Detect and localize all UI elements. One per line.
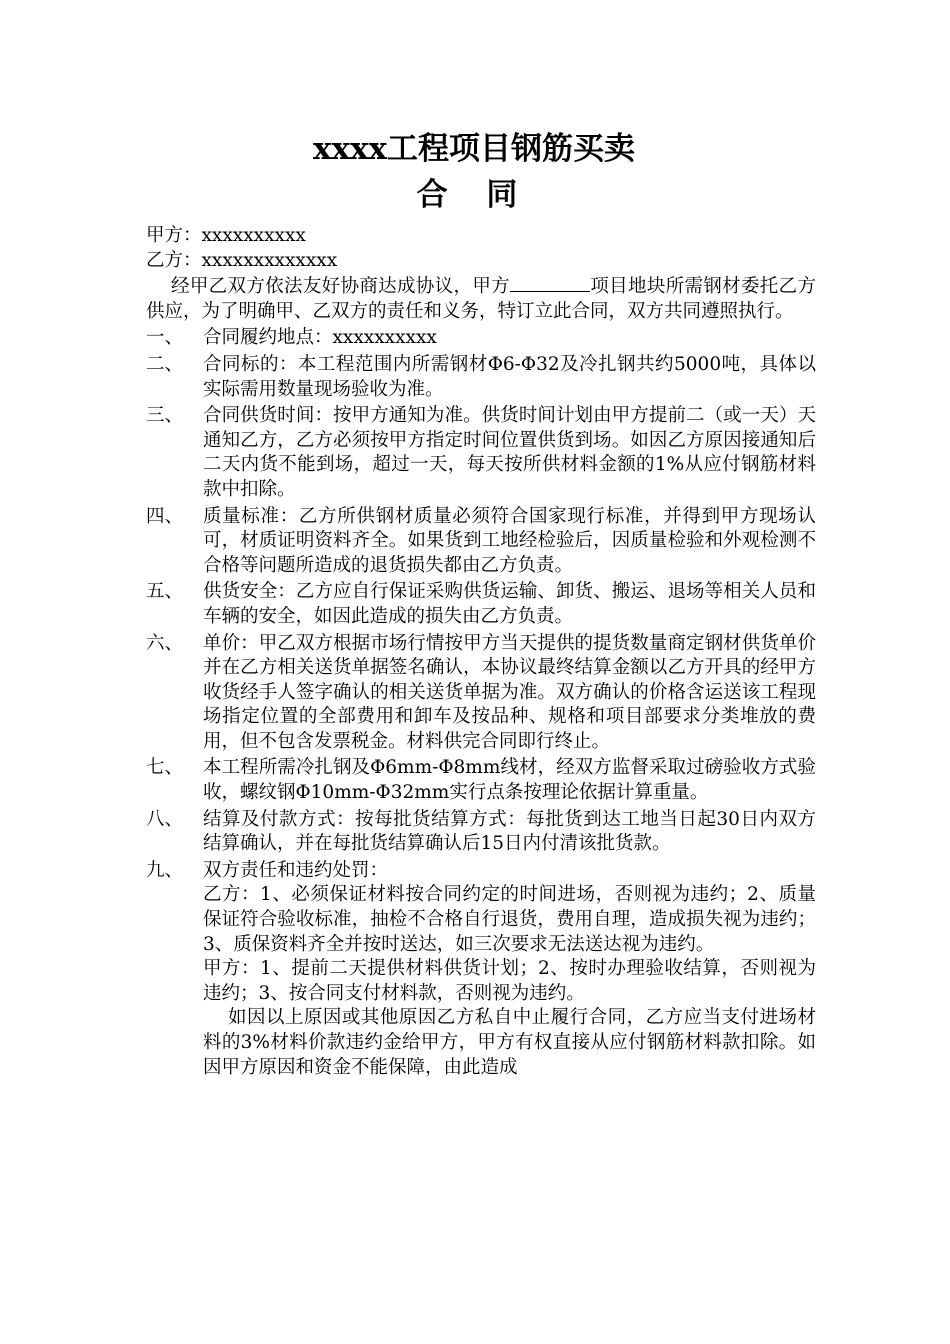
- clause-4: [146, 505, 816, 579]
- clause-1: [146, 326, 816, 351]
- clause-number: 一、: [146, 327, 184, 349]
- page-subtitle: 合 同: [416, 177, 532, 213]
- party-a: 甲方：xxxxxxxxxx: [146, 225, 306, 246]
- clause-text: 结算及付款方式：按每批货结算方式：每批货到达工地当日起30日内双方结算确认，并在每批货结算确认后15日内付清该批货款。: [203, 808, 816, 855]
- clause-text: 合同供货时间：按甲方通知为准。供货时间计划由甲方提前二（或一天）天通知乙方，乙方必须按甲方指定时间位置供货到场。如因乙方原因接通知后二天内货不能到场，超过一天，每天按所供材料金额的1%从应付钢筋材料款中扣除。: [203, 405, 816, 500]
- clause-number: 七、: [146, 757, 184, 779]
- clause-9: [146, 859, 816, 1080]
- clause-text: 本工程所需冷扎钢及Φ6mm-Φ8mm线材，经双方监督采取过磅验收方式验收，螺纹钢Φ10mm-Φ32mm实行点条按理论依据计算重量。: [203, 757, 816, 804]
- clause-9-body: [203, 859, 816, 1080]
- party-b: 乙方：xxxxxxxxxxxxx: [146, 249, 338, 271]
- clause-number: 三、: [146, 405, 184, 427]
- clause-text: 合同履约地点：xxxxxxxxxx: [203, 327, 437, 349]
- contract-body: [146, 128, 816, 1080]
- clause-5: [146, 580, 816, 629]
- intro-before: 经甲乙双方依法友好协商达成协议，甲方: [171, 276, 510, 298]
- clause-text: 合同标的：本工程范围内所需钢材Φ6-Φ32及冷扎钢共约5000吨，具体以实际需用数量现场验收为准。: [203, 353, 816, 400]
- party-a-obligations: 甲方：1、提前二天提供材料供货计划；2、按时办理验收结算，否则视为违约；3、按合同支付材料款，否则视为违约。: [203, 958, 816, 1004]
- clause-number: 五、: [146, 581, 184, 603]
- intro-after: 项目地块所需钢材委托乙方供应，为了明确甲、乙双方的责任和义务，特订立此合同，双方共同遵照执行。: [146, 276, 816, 322]
- party-b-obligations: 乙方：1、必须保证材料按合同约定的时间进场，否则视为违约；2、质量保证符合验收标准，抽检不合格自行退货，费用自理，造成损失视为违约；3、质保资料齐全并按时送达，如三次要求无法送达视为违约。: [203, 884, 816, 955]
- clause-6: [146, 632, 816, 755]
- clause-number: 四、: [146, 505, 184, 527]
- clause-number: 六、: [146, 632, 184, 654]
- blank-underline: [510, 273, 590, 292]
- breach-paragraph: 如因以上原因或其他原因乙方私自中止履行合同，乙方应当支付进场材料的3%材料价款违约金给甲方，甲方有权直接从应付钢筋材料款扣除。如因甲方原因和资金不能保障，由此造成: [203, 1007, 816, 1078]
- clause-text: 双方责任和违约处罚：: [203, 859, 389, 881]
- clause-7: [146, 756, 816, 805]
- clause-2: [146, 353, 816, 402]
- clause-8: [146, 808, 816, 857]
- clause-number: 九、: [146, 859, 184, 881]
- clause-text: 质量标准：乙方所供钢材质量必须符合国家现行标准，并得到甲方现场认可，材质证明资料齐全。如果货到工地经检验后，因质量检验和外观检测不合格等问题所造成的退货损失都由乙方负责。: [203, 505, 816, 576]
- clause-text: 单价：甲乙双方根据市场行情按甲方当天提供的提货数量商定钢材供货单价并在乙方相关送货单据签名确认，本协议最终结算金额以乙方开具的经甲方收货经手人签字确认的相关送货单据为准。双方确认的价格含运送该工程现场指定位置的全部费用和卸车及按品种、规格和项目部要求分类堆放的费用，但不包含发票税金。材料供完合同即行终止。: [203, 632, 816, 752]
- clause-3: [146, 404, 816, 502]
- intro-paragraph: [146, 273, 816, 324]
- page-title: xxxx工程项目钢筋买卖: [313, 131, 635, 167]
- clause-number: 八、: [146, 808, 184, 830]
- clause-number: 二、: [146, 353, 184, 375]
- clause-text: 供货安全：乙方应自行保证采购供货运输、卸货、搬运、退场等相关人员和车辆的安全，如因此造成的损失由乙方负责。: [203, 581, 816, 627]
